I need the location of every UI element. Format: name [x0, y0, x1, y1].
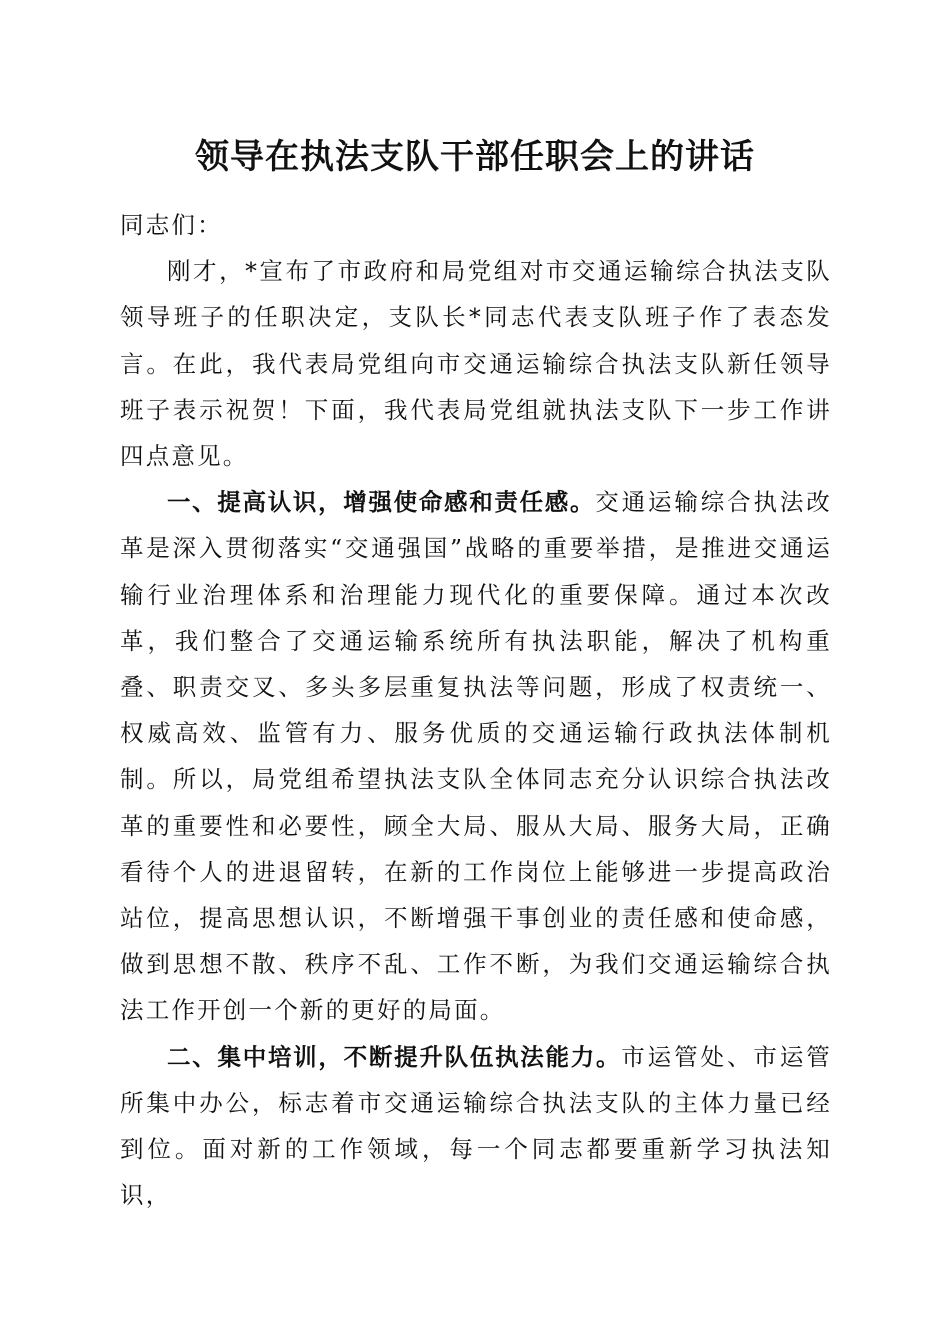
salutation: 同志们：: [120, 211, 223, 239]
paragraph-section-1: [120, 479, 832, 1033]
document-body: [120, 202, 832, 1218]
section-heading: 一、提高认识，增强使命感和责任感。: [167, 488, 596, 517]
paragraph-opening: [120, 248, 832, 479]
paragraph-text: 交通运输综合执法改革是深入贯彻落实“交通强国”战略的重要举措，是推进交通运输行业治理体系和治理能力现代化的重要保障。通过本次改革，我们整合了交通运输系统所有执法职能，解决了机构重叠、职责交叉、多头多层重复执法等问题，形成了权责统一、权威高效、监管有力、服务优质的交通运输行政执法体制机制。所以，局党组希望执法支队全体同志充分认识综合执法改革的重要性和必要性，顾全大局、服从大局、服务大局，正确看待个人的进退留转，在新的工作岗位上能够进一步提高政治站位，提高思想认识，不断增强干事创业的责任感和使命感，做到思想不散、秩序不乱、工作不断，为我们交通运输综合执法工作开创一个新的更好的局面。: [120, 488, 832, 1025]
section-heading: 二、集中培训，不断提升队伍执法能力。: [167, 1042, 622, 1071]
paragraph-text: 市运管处、市运管所集中办公，标志着市交通运输综合执法支队的主体力量已经到位。面对新的工作领域，每一个同志都要重新学习执法知识，: [120, 1042, 832, 1210]
paragraph-section-2: [120, 1034, 832, 1219]
paragraph-text: 刚才，*宣布了市政府和局党组对市交通运输综合执法支队领导班子的任职决定，支队长*同志代表支队班子作了表态发言。在此，我代表局党组向市交通运输综合执法支队新任领导班子表示祝贺！下面，我代表局党组就执法支队下一步工作讲四点意见。: [120, 257, 832, 471]
document-title: 领导在执法支队干部任职会上的讲话: [195, 137, 755, 177]
